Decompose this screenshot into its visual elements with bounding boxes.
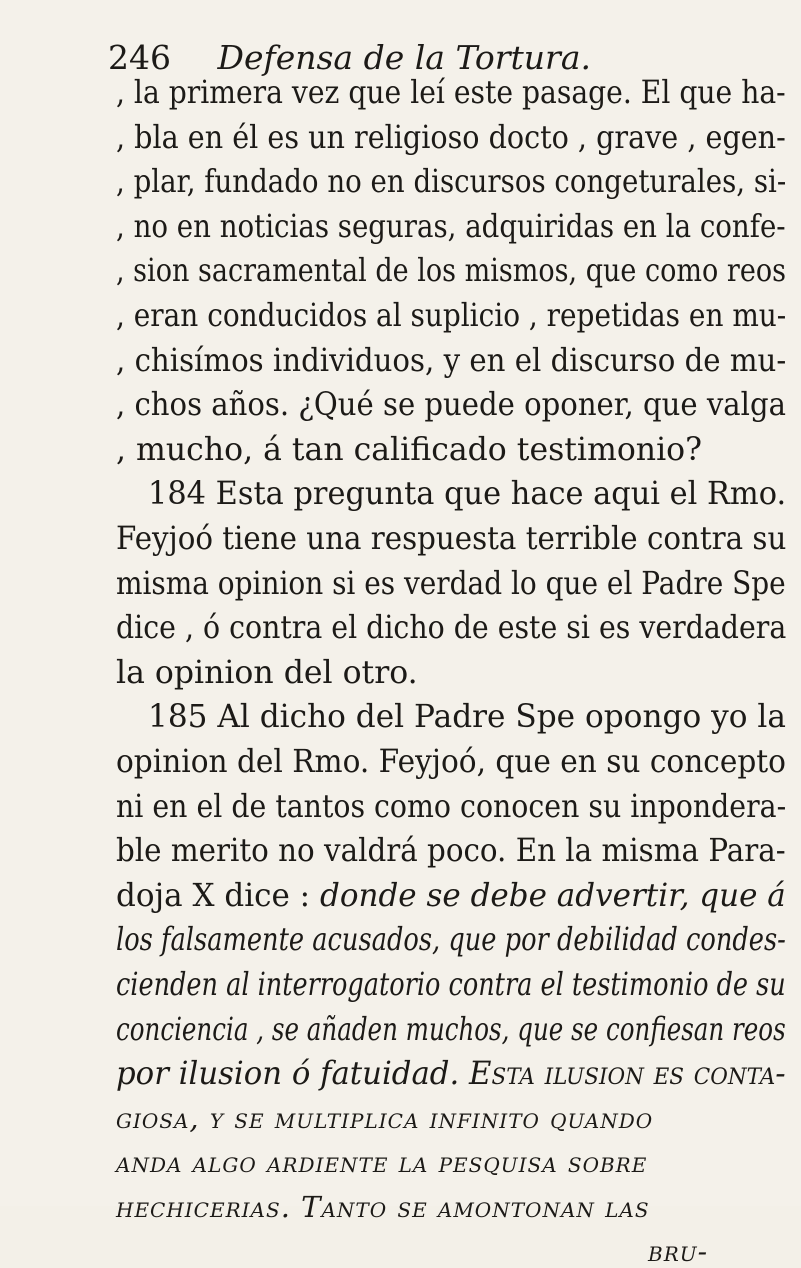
text-line: ble merito no valdrá poco. En la misma Para- [116,833,786,869]
text-line: , mucho, á tan calificado testimonio? [116,432,703,468]
text-line: , no en noticias seguras, adquiridas en la confe- [116,209,786,245]
italic-quote: por ilusion ó fatuidad. [116,1056,470,1092]
small-caps-quote: Esta ilusion es conta- [469,1056,786,1092]
small-caps-line: anda algo ardiente la pesquisa sobre [116,1145,648,1179]
italic-quote-line: conciencia , se añaden muchos, que se confiesan reos [116,1012,786,1048]
text-line: , la primera vez que leí este pasage. El que ha- [116,75,786,111]
text-line: la opinion del otro. [116,655,418,691]
text-line [116,1056,786,1092]
italic-quote-line: los falsamente acusados, que por debilidad condes- [116,922,786,958]
italic-quote-line: cienden al interrogatorio contra el testimonio de su [116,967,786,1003]
text-line [116,878,786,914]
text-line: opinion del Rmo. Feyjoó, que en su concepto [116,744,787,780]
text-line: , chos años. ¿Qué se puede oponer, que valga [116,387,786,423]
text-line: misma opinion si es verdad lo que el Padre Spe [116,566,786,602]
text-line: Feyjoó tiene una respuesta terrible contra su [116,521,787,557]
paragraph-184-start: 184 Esta pregunta que hace aqui el Rmo. [148,476,787,512]
text-line: , eran conducidos al suplicio , repetidas en mu- [116,298,787,334]
page-number: 246 [108,38,171,77]
text-line: , sion sacramental de los mismos, que como reos [116,253,786,289]
text-line: , bla en él es un religioso docto , grave , egen- [116,120,786,156]
catchword: bru- [648,1235,709,1268]
small-caps-line: giosa, y se multiplica infinito quando [116,1101,654,1135]
small-caps-line: hechicerias. Tanto se amontonan las [116,1190,650,1224]
italic-quote: donde se debe advertir, que á [319,878,786,914]
text-line: ni en el de tantos como conocen su inpondera- [116,789,787,825]
text-line: , chisímos individuos, y en el discurso de mu- [116,343,787,379]
paragraph-185-start: 185 Al dicho del Padre Spe opongo yo la [148,699,786,735]
text-line: , plar, fundado no en discursos congeturales, si- [116,164,787,200]
text-line: dice , ó contra el dicho de este si es verdadera [116,610,787,646]
running-title: Defensa de la Tortura. [217,38,591,77]
page-header [108,38,591,77]
text-segment: doja X dice : [116,878,320,914]
